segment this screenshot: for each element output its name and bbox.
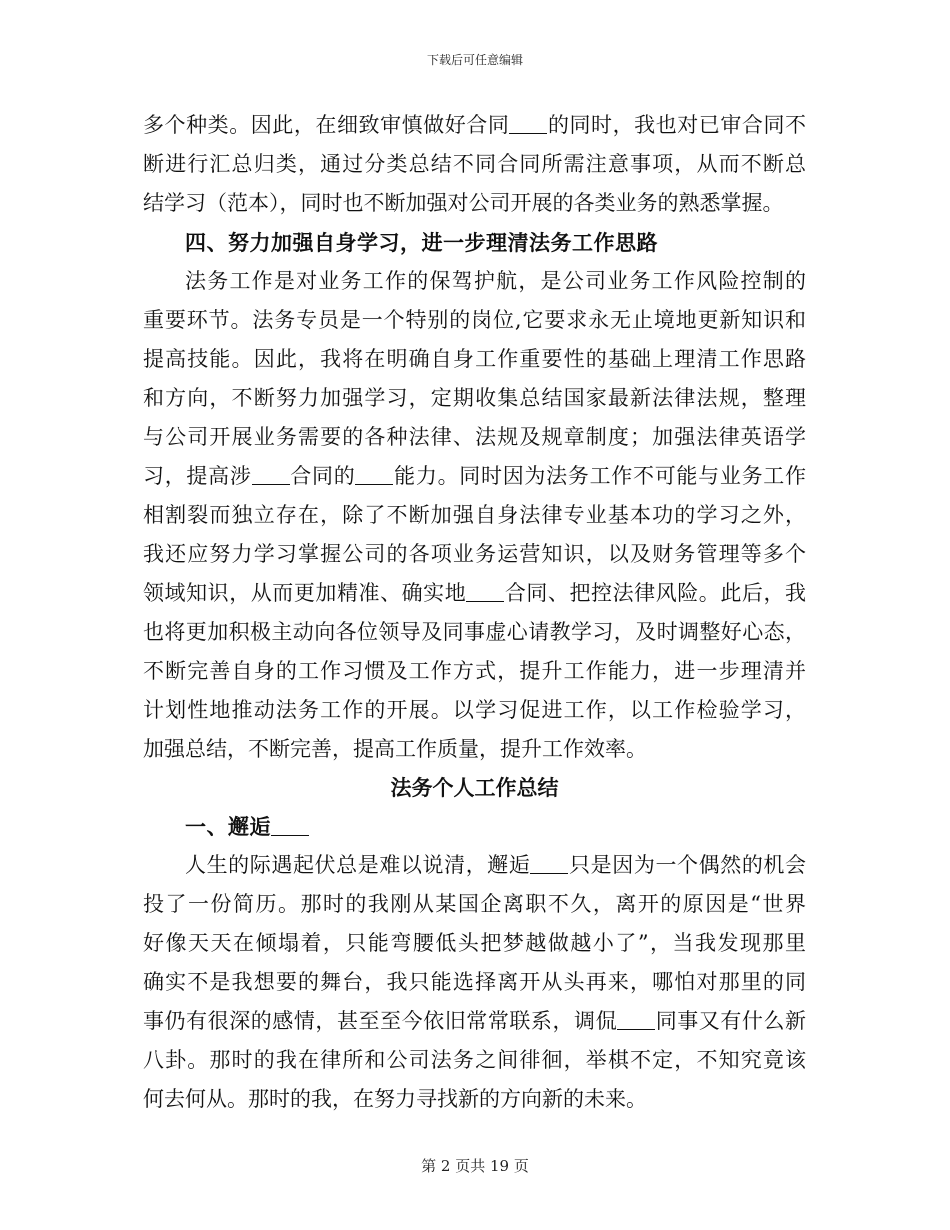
text-segment: 合同、把控法律风险。此后，我 — [504, 581, 806, 605]
fill-blank — [252, 464, 290, 485]
paragraph-line: 提高技能。因此，我将在明确自身工作重要性的基础上理清工作思路 — [143, 347, 806, 371]
text-segment: 领域知识，从而更加精准、确实地 — [143, 581, 467, 605]
fill-blank — [466, 581, 504, 602]
paragraph-line: 也将更加积极主动向各位领导及同事虚心请教学习，及时调整好心态， — [143, 620, 806, 644]
document-title: 法务个人工作总结 — [390, 775, 559, 800]
paragraph-line — [143, 574, 806, 613]
text-segment: 的同时，我也对已审合同不 — [547, 113, 806, 137]
paragraph-line: 何去何从。那时的我，在努力寻找新的方向新的未来。 — [143, 1087, 647, 1111]
paragraph-line: 投了一份简历。那时的我刚从某国企离职不久，离开的原因是“世界 — [143, 892, 806, 916]
paragraph-line — [143, 846, 806, 885]
paragraph-line: 不断完善自身的工作习惯及工作方式，提升工作能力，进一步理清并 — [143, 659, 806, 683]
fill-blank — [617, 1009, 655, 1030]
paragraph-line: 好像天天在倾塌着，只能弯腰低头把梦越做越小了”，当我发现那里 — [143, 931, 806, 955]
fill-blank — [509, 113, 547, 134]
text-segment: 多个种类。因此，在细致审慎做好合同 — [143, 113, 510, 137]
paragraph-line: 加强总结，不断完善，提高工作质量，提升工作效率。 — [143, 737, 647, 761]
paragraph-line: 计划性地推动法务工作的开展。以学习促进工作，以工作检验学习， — [143, 698, 806, 722]
paragraph-line: 断进行汇总归类，通过分类总结不同合同所需注意事项，从而不断总 — [143, 152, 806, 176]
text-segment: 习，提高涉 — [143, 464, 252, 488]
fill-blank — [355, 464, 393, 485]
text-segment: 事仍有很深的感情，甚至至今依旧常常联系，调侃 — [143, 1009, 618, 1033]
document-body — [143, 106, 806, 1119]
text-segment: 能力。同时因为法务工作不可能与业务工作 — [393, 464, 806, 488]
text-segment: 同事又有什么新 — [655, 1009, 806, 1033]
paragraph-line: 重要环节。法务专员是一个特别的岗位,它要求永无止境地更新知识和 — [143, 308, 806, 332]
paragraph-line: 结学习（范本），同时也不断加强对公司开展的各类业务的熟悉掌握。 — [143, 191, 784, 215]
fill-blank — [271, 815, 309, 836]
paragraph-line — [143, 1002, 806, 1041]
section-heading: 四、努力加强自身学习，进一步理清法务工作思路 — [185, 230, 658, 255]
paragraph-line: 确实不是我想要的舞台，我只能选择离开从头再来，哪怕对那里的同 — [143, 970, 806, 994]
text-segment: 只是因为一个偶然的机会 — [568, 853, 806, 877]
paragraph-line: 相割裂而独立存在，除了不断加强自身法律专业基本功的学习之外， — [143, 503, 806, 527]
page-header: 下载后可任意编辑 — [426, 53, 523, 67]
paragraph-line: 和方向，不断努力加强学习，定期收集总结国家最新法律法规，整理 — [143, 386, 806, 410]
paragraph-line: 我还应努力学习掌握公司的各项业务运营知识，以及财务管理等多个 — [143, 542, 806, 566]
fill-blank — [530, 853, 568, 874]
heading-text: 一、邂逅 — [185, 814, 271, 839]
section-heading — [143, 807, 806, 846]
paragraph-line: 法务工作是对业务工作的保驾护航，是公司业务工作风险控制的 — [185, 269, 806, 293]
paragraph-line: 与公司开展业务需要的各种法律、法规及规章制度；加强法律英语学 — [143, 425, 806, 449]
text-segment: 人生的际遇起伏总是难以说清，邂逅 — [185, 853, 531, 877]
text-segment: 合同的 — [289, 464, 356, 488]
paragraph-line — [143, 106, 806, 145]
paragraph-line — [143, 457, 806, 496]
page-footer: 第 2 页共 19 页 — [421, 1157, 529, 1175]
paragraph-line: 八卦。那时的我在律所和公司法务之间徘徊，举棋不定，不知究竟该 — [143, 1048, 806, 1072]
